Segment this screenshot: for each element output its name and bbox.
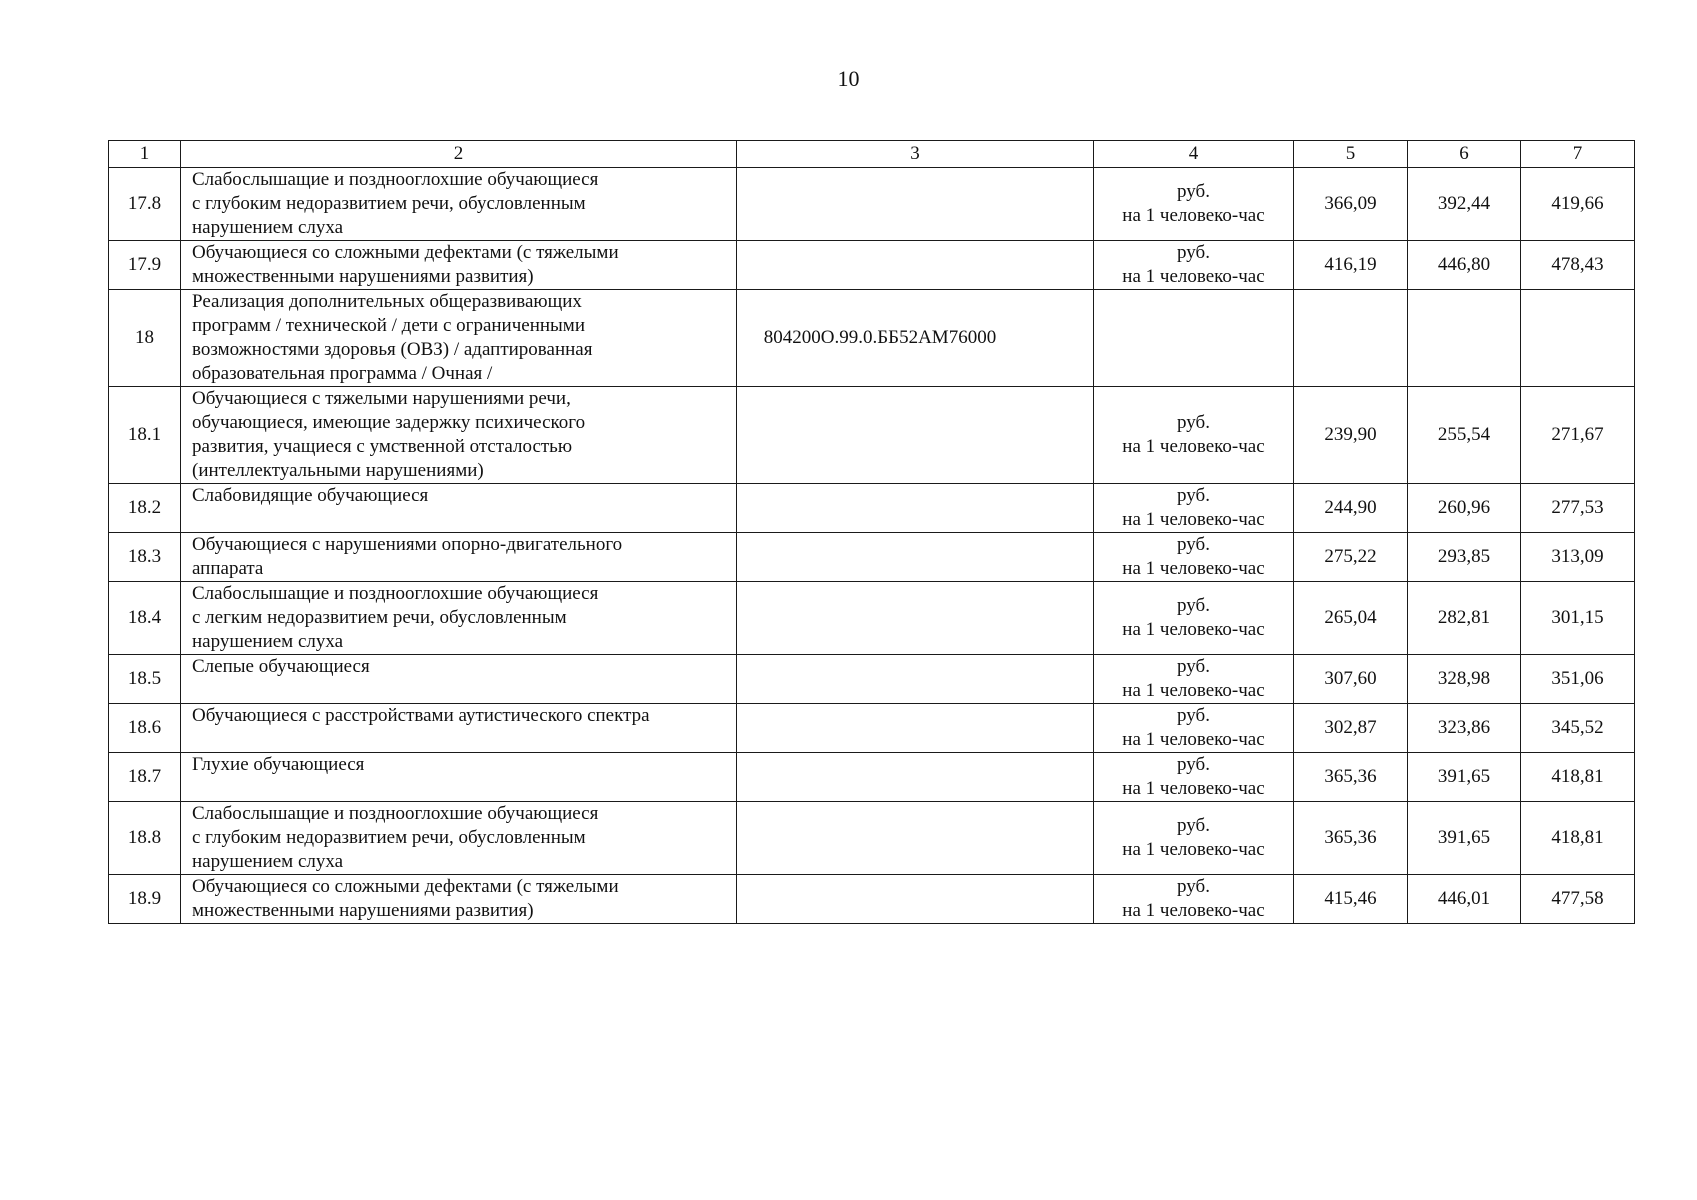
row-value-col6-cell [1408, 290, 1521, 387]
row-unit-cell: руб. на 1 человеко-час [1094, 753, 1294, 802]
row-unit-cell [1094, 290, 1294, 387]
row-code-cell [737, 582, 1094, 655]
row-value-col7-cell: 418,81 [1521, 802, 1635, 875]
row-value-col5-cell: 239,90 [1294, 387, 1408, 484]
row-value-col7-cell [1521, 290, 1635, 387]
table-row [109, 484, 1635, 533]
row-value-col5-cell: 415,46 [1294, 875, 1408, 924]
row-unit-cell: руб. на 1 человеко-час [1094, 655, 1294, 704]
row-value-col7-cell: 313,09 [1521, 533, 1635, 582]
row-code-cell [737, 241, 1094, 290]
row-name-cell: Глухие обучающиеся [181, 753, 737, 802]
page-number: 10 [837, 66, 860, 91]
row-name-cell: Обучающиеся со сложными дефектами (с тяжелыми множественными нарушениями развития) [181, 241, 737, 290]
row-number-cell: 17.8 [109, 168, 181, 241]
table-body [109, 168, 1635, 924]
row-number-cell: 18.2 [109, 484, 181, 533]
header-col-3: 3 [737, 141, 1094, 168]
header-col-2: 2 [181, 141, 737, 168]
header-col-5: 5 [1294, 141, 1408, 168]
row-value-col6-cell: 391,65 [1408, 802, 1521, 875]
row-name-cell: Реализация дополнительных общеразвивающих программ / технической / дети с ограниченными возможностями здоровья (ОВЗ) / адаптированная образовательная программа / Очная / [181, 290, 737, 387]
row-value-col5-cell: 275,22 [1294, 533, 1408, 582]
header-col-4: 4 [1094, 141, 1294, 168]
row-name-cell: Обучающиеся с нарушениями опорно-двигательного аппарата [181, 533, 737, 582]
row-name-cell: Обучающиеся с расстройствами аутистического спектра [181, 704, 737, 753]
row-unit-cell: руб. на 1 человеко-час [1094, 802, 1294, 875]
row-unit-cell: руб. на 1 человеко-час [1094, 875, 1294, 924]
row-value-col5-cell: 365,36 [1294, 753, 1408, 802]
row-code-cell [737, 387, 1094, 484]
row-number-cell: 18.7 [109, 753, 181, 802]
row-name-cell: Слабовидящие обучающиеся [181, 484, 737, 533]
row-unit-cell: руб. на 1 человеко-час [1094, 704, 1294, 753]
row-number-cell: 18.4 [109, 582, 181, 655]
row-value-col5-cell: 366,09 [1294, 168, 1408, 241]
row-name-cell: Слабослышащие и позднооглохшие обучающиеся с глубоким недоразвитием речи, обусловленным нарушением слуха [181, 802, 737, 875]
row-value-col5-cell: 265,04 [1294, 582, 1408, 655]
header-col-7: 7 [1521, 141, 1635, 168]
row-value-col6-cell: 446,80 [1408, 241, 1521, 290]
row-number-cell: 18.8 [109, 802, 181, 875]
table-row [109, 704, 1635, 753]
row-value-col7-cell: 277,53 [1521, 484, 1635, 533]
row-name-cell: Слепые обучающиеся [181, 655, 737, 704]
row-value-col6-cell: 293,85 [1408, 533, 1521, 582]
table-row [109, 168, 1635, 241]
table-row [109, 753, 1635, 802]
row-value-col7-cell: 418,81 [1521, 753, 1635, 802]
row-number-cell: 18.3 [109, 533, 181, 582]
row-unit-cell: руб. на 1 человеко-час [1094, 387, 1294, 484]
row-name-cell: Обучающиеся с тяжелыми нарушениями речи, обучающиеся, имеющие задержку психического развития, учащиеся с умственной отсталостью (интеллектуальными нарушениями) [181, 387, 737, 484]
row-value-col6-cell: 392,44 [1408, 168, 1521, 241]
table-row [109, 290, 1635, 387]
row-code-cell [737, 753, 1094, 802]
table-row [109, 582, 1635, 655]
row-value-col7-cell: 351,06 [1521, 655, 1635, 704]
row-number-cell: 18.9 [109, 875, 181, 924]
row-value-col7-cell: 271,67 [1521, 387, 1635, 484]
row-number-cell: 18.5 [109, 655, 181, 704]
row-number-cell: 17.9 [109, 241, 181, 290]
row-value-col5-cell: 416,19 [1294, 241, 1408, 290]
row-code-cell [737, 533, 1094, 582]
row-value-col7-cell: 419,66 [1521, 168, 1635, 241]
row-value-col6-cell: 260,96 [1408, 484, 1521, 533]
table-row [109, 387, 1635, 484]
row-value-col5-cell [1294, 290, 1408, 387]
table-row [109, 655, 1635, 704]
row-code-cell [737, 875, 1094, 924]
row-value-col5-cell: 365,36 [1294, 802, 1408, 875]
row-value-col5-cell: 307,60 [1294, 655, 1408, 704]
row-value-col7-cell: 345,52 [1521, 704, 1635, 753]
row-value-col5-cell: 244,90 [1294, 484, 1408, 533]
row-value-col6-cell: 323,86 [1408, 704, 1521, 753]
row-value-col6-cell: 282,81 [1408, 582, 1521, 655]
row-unit-cell: руб. на 1 человеко-час [1094, 168, 1294, 241]
row-unit-cell: руб. на 1 человеко-час [1094, 533, 1294, 582]
row-value-col7-cell: 301,15 [1521, 582, 1635, 655]
row-value-col6-cell: 391,65 [1408, 753, 1521, 802]
row-name-cell: Обучающиеся со сложными дефектами (с тяжелыми множественными нарушениями развития) [181, 875, 737, 924]
row-code-cell [737, 704, 1094, 753]
header-row [109, 141, 1635, 168]
row-code-cell [737, 655, 1094, 704]
table-row [109, 875, 1635, 924]
row-value-col5-cell: 302,87 [1294, 704, 1408, 753]
row-number-cell: 18 [109, 290, 181, 387]
header-col-6: 6 [1408, 141, 1521, 168]
row-value-col7-cell: 477,58 [1521, 875, 1635, 924]
row-name-cell: Слабослышащие и позднооглохшие обучающиеся с глубоким недоразвитием речи, обусловленным нарушением слуха [181, 168, 737, 241]
row-value-col6-cell: 328,98 [1408, 655, 1521, 704]
row-number-cell: 18.6 [109, 704, 181, 753]
row-name-cell: Слабослышащие и позднооглохшие обучающиеся с легким недоразвитием речи, обусловленным нарушением слуха [181, 582, 737, 655]
tariff-table [108, 140, 1635, 924]
row-unit-cell: руб. на 1 человеко-час [1094, 582, 1294, 655]
row-code-cell: 804200О.99.0.ББ52АМ76000 [737, 290, 1094, 387]
row-value-col6-cell: 255,54 [1408, 387, 1521, 484]
row-number-cell: 18.1 [109, 387, 181, 484]
table-row [109, 533, 1635, 582]
row-unit-cell: руб. на 1 человеко-час [1094, 241, 1294, 290]
header-col-1: 1 [109, 141, 181, 168]
row-code-cell [737, 802, 1094, 875]
table-row [109, 241, 1635, 290]
row-code-cell [737, 168, 1094, 241]
row-value-col7-cell: 478,43 [1521, 241, 1635, 290]
row-code-cell [737, 484, 1094, 533]
row-value-col6-cell: 446,01 [1408, 875, 1521, 924]
row-unit-cell: руб. на 1 человеко-час [1094, 484, 1294, 533]
table-row [109, 802, 1635, 875]
